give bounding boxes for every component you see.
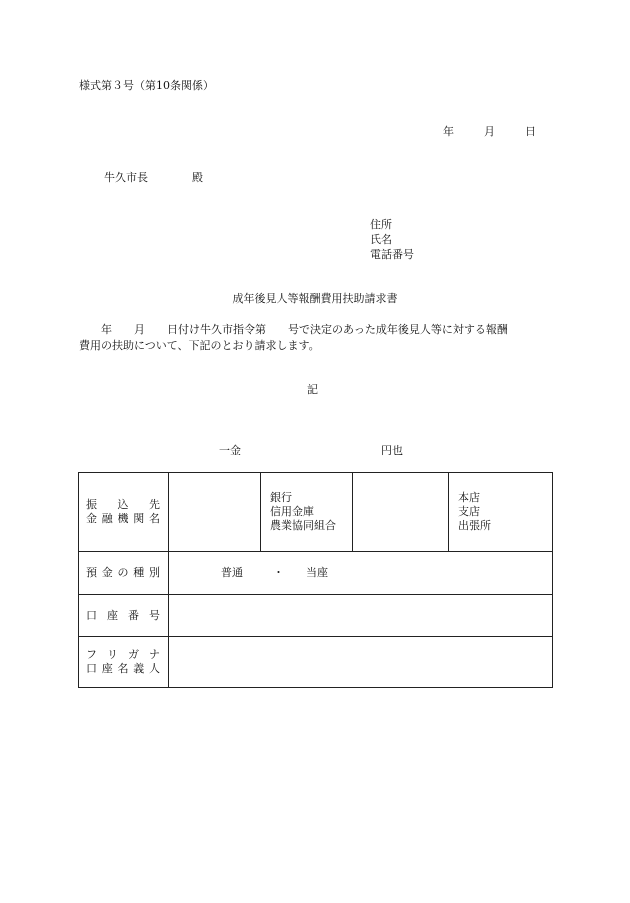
account-number-label-cell: 口 座 番 号 [79, 595, 169, 637]
addressee-name: 牛久市長 [104, 171, 148, 184]
branch-type-cell [449, 473, 553, 552]
amount-line [219, 445, 403, 456]
institution-label-cell [79, 473, 169, 552]
account-holder-label: 口 座 名 義 人 [86, 662, 160, 675]
deposit-current-option[interactable]: 当座 [306, 566, 328, 579]
document-title: 成年後見人等報酬費用扶助請求書 [232, 292, 398, 305]
body-text [79, 322, 559, 354]
applicant-name-label: 氏名 [370, 233, 392, 246]
date-field [443, 126, 536, 137]
applicant-block [370, 217, 414, 262]
branch-type-sub: 出張所 [458, 519, 491, 532]
date-day-label: 日 [525, 125, 536, 138]
table-row [79, 595, 553, 637]
account-holder-field[interactable] [169, 637, 553, 688]
date-month-label: 月 [484, 125, 495, 138]
institution-type-cell [261, 473, 353, 552]
addressee [104, 172, 203, 183]
institution-type-shinkin: 信用金庫 [270, 505, 314, 518]
applicant-address-label: 住所 [370, 218, 392, 231]
institution-type-bank: 銀行 [270, 491, 292, 504]
deposit-type-field[interactable] [169, 552, 553, 595]
deposit-separator: ・ [273, 566, 284, 579]
account-number-field[interactable] [169, 595, 553, 637]
bank-table [78, 472, 553, 688]
institution-name-field[interactable] [169, 473, 261, 552]
ki-heading: 記 [307, 383, 318, 396]
institution-label-line1: 振 込 先 [86, 498, 160, 511]
table-row [79, 473, 553, 552]
deposit-ordinary-option[interactable]: 普通 [221, 566, 243, 579]
form-number: 様式第３号（第10条関係） [79, 79, 214, 92]
amount-prefix: 一金 [219, 444, 241, 457]
institution-type-ja: 農業協同組合 [270, 519, 336, 532]
branch-type-branch: 支店 [458, 505, 480, 518]
addressee-honorific: 殿 [192, 171, 203, 184]
branch-type-head: 本店 [458, 491, 480, 504]
amount-suffix: 円也 [381, 444, 403, 457]
table-row [79, 637, 553, 688]
furigana-label: フ リ ガ ナ [86, 648, 160, 661]
date-year-label: 年 [443, 125, 454, 138]
account-holder-label-cell [79, 637, 169, 688]
branch-name-field[interactable] [353, 473, 449, 552]
deposit-type-label-cell: 預 金 の 種 別 [79, 552, 169, 595]
table-row [79, 552, 553, 595]
body-line-2: 費用の扶助について、下記のとおり請求します。 [79, 339, 320, 352]
applicant-phone-label: 電話番号 [370, 248, 414, 261]
body-line-1: 年 月 日付け牛久市指令第 号で決定のあった成年後見人等に対する報酬 [79, 323, 508, 336]
institution-label-line2: 金 融 機 関 名 [86, 512, 160, 525]
